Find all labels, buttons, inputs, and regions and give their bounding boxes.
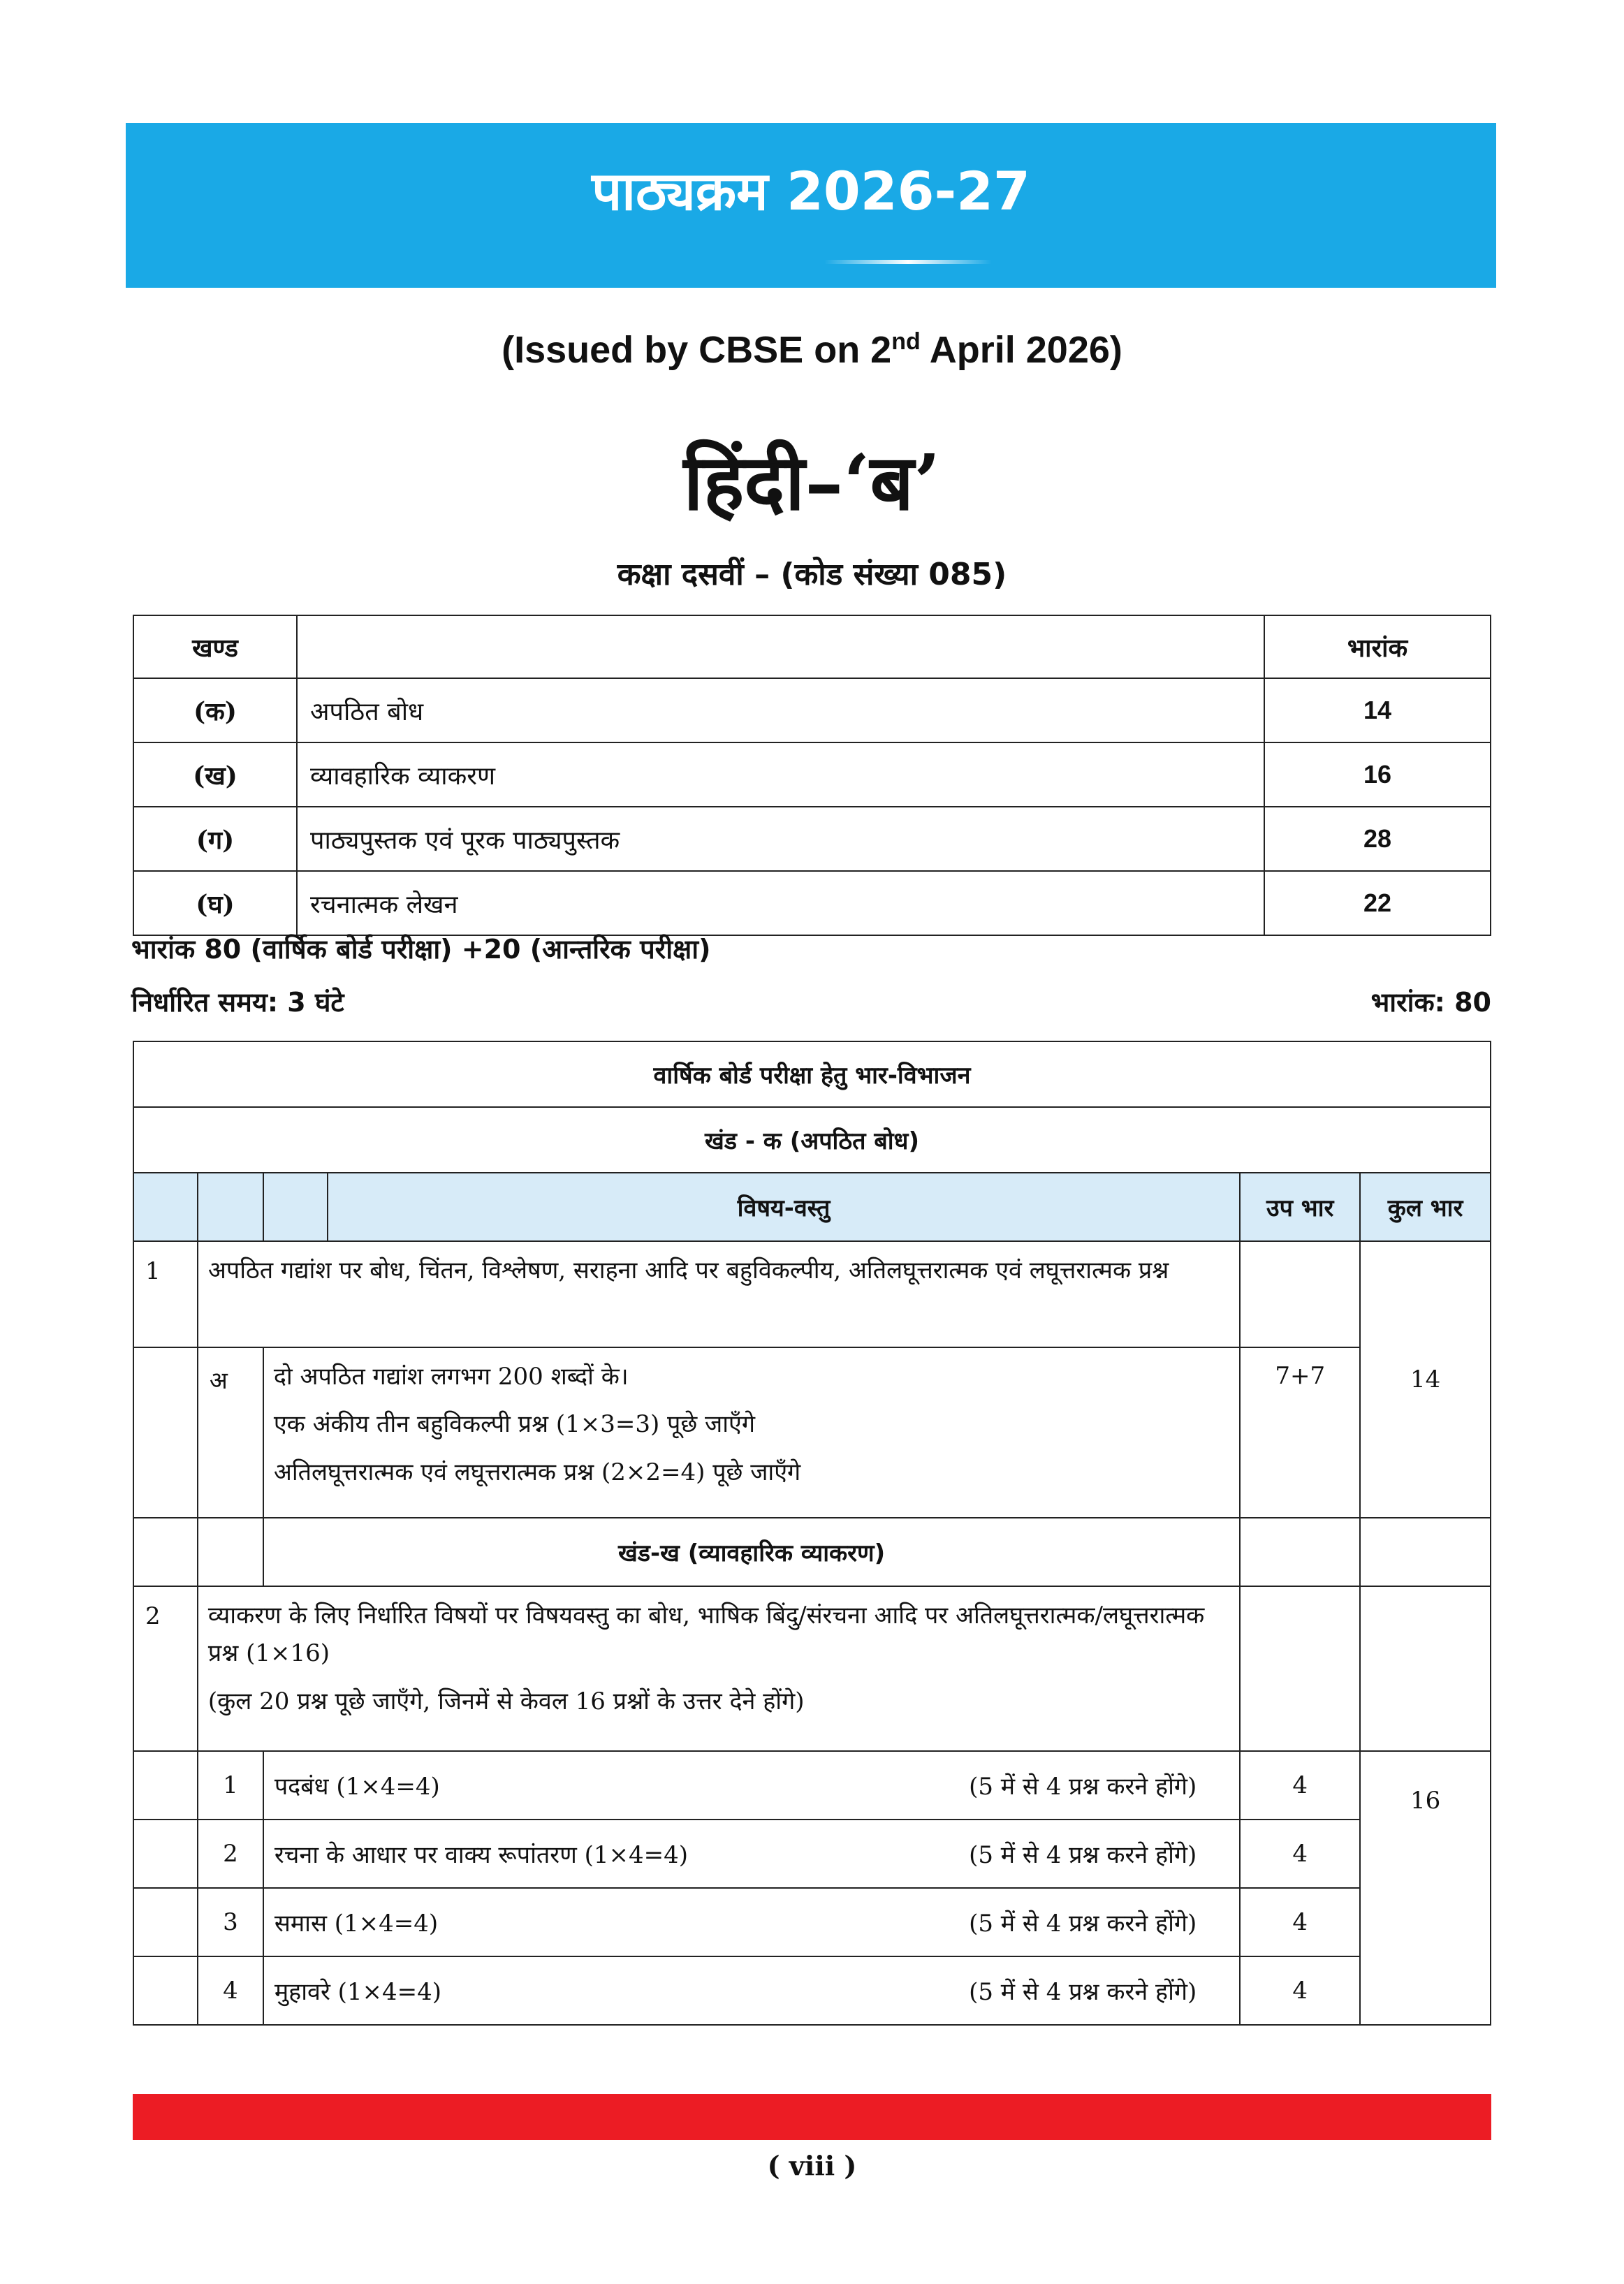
q2-line: (कुल 20 प्रश्न पूछे जाएँगे, जिनमें से केवल 16 प्रश्नों के उत्तर देने होंगे) [207, 1687, 805, 1715]
name-cell: व्यावहारिक व्याकरण [297, 742, 1264, 807]
section-b-heading: खंड-ख (व्यावहारिक व्याकरण) [263, 1518, 1240, 1586]
item-topic: मुहावरे (1×4=4) [274, 1978, 442, 2006]
name-cell: पाठ्यपुस्तक एवं पूरक पाठ्यपुस्तक [297, 807, 1264, 871]
q1-line: अतिलघूत्तरात्मक एवं लघूत्तरात्मक प्रश्न (2×2=4) पूछे जाएँगे [273, 1458, 801, 1486]
marks-cell: 16 [1264, 742, 1491, 807]
marks-line: भारांक 80 (वार्षिक बोर्ड परीक्षा) +20 (आन्तरिक परीक्षा) [131, 934, 711, 965]
q1-total: 14 [1360, 1241, 1491, 1518]
item-note: (5 में से 4 प्रश्न करने होंगे) [969, 1773, 1197, 1801]
item-marks: 4 [1240, 1956, 1360, 2025]
section-cell: (ख) [133, 742, 297, 807]
q1-line: एक अंकीय तीन बहुविकल्पी प्रश्न (1×3=3) पूछे जाएँगे [273, 1410, 755, 1439]
section-cell: (क) [133, 678, 297, 742]
header-blank [297, 615, 1264, 678]
table-row [133, 1820, 1491, 1888]
q2-line: व्याकरण के लिए निर्धारित विषयों पर विषयवस्तु का बोध, भाषिक बिंदु/संरचना आदि पर अतिलघूत्तरात्मक/लघूत्तरात्मक प्रश्न (1×16) [207, 1602, 1205, 1668]
item-text [263, 1751, 1240, 1820]
q1-row [133, 1241, 1491, 1347]
header-section: खण्ड [133, 615, 297, 678]
section-a-heading: खंड - क (अपठित बोध) [133, 1107, 1491, 1173]
q2-total: 16 [1360, 1751, 1491, 2025]
item-text [263, 1820, 1240, 1888]
item-text [263, 1956, 1240, 2025]
item-topic: समास (1×4=4) [274, 1910, 439, 1938]
subject-title: हिंदी–‘ब’ [683, 437, 941, 527]
class-line: कक्षा दसवीं – (कोड संख्या 085) [617, 557, 1007, 592]
table-row [133, 678, 1491, 742]
q1-text: अपठित गद्यांश पर बोध, चिंतन, विश्लेषण, सराहना आदि पर बहुविकल्पीय, अतिलघूत्तरात्मक एवं लघूत्तरात्मक प्रश्न [198, 1241, 1240, 1347]
item-marks: 4 [1240, 1751, 1360, 1820]
section-cell: (ग) [133, 807, 297, 871]
section-b-row [133, 1518, 1491, 1586]
q1-sub-row [133, 1347, 1491, 1518]
marks-cell: 22 [1264, 871, 1491, 935]
item-note: (5 में से 4 प्रश्न करने होंगे) [969, 1978, 1197, 2006]
name-cell: अपठित बोध [297, 678, 1264, 742]
q2-row [133, 1586, 1491, 1751]
section-cell: (घ) [133, 871, 297, 935]
table-row [133, 807, 1491, 871]
distribution-title-row [133, 1041, 1491, 1107]
header-marks: भारांक [1264, 615, 1491, 678]
q1-line: दो अपठित गद्यांश लगभग 200 शब्दों के। [273, 1363, 629, 1391]
item-topic: रचना के आधार पर वाक्य रूपांतरण (1×4=4) [274, 1841, 688, 1869]
column-header-row [133, 1173, 1491, 1241]
q2-number: 2 [133, 1586, 198, 1751]
name-cell: रचनात्मक लेखन [297, 871, 1264, 935]
item-topic: पदबंध (1×4=4) [274, 1773, 440, 1801]
item-number: 2 [198, 1820, 263, 1888]
item-number: 3 [198, 1888, 263, 1956]
q1-sub-label: अ [198, 1347, 263, 1518]
banner-underline [824, 260, 992, 264]
marks-cell: 28 [1264, 807, 1491, 871]
issued-note: (Issued by CBSE on 2nd April 2026) [502, 328, 1122, 371]
banner-title: पाठ्यक्रम 2026-27 [592, 160, 1030, 222]
item-number: 4 [198, 1956, 263, 2025]
item-marks: 4 [1240, 1820, 1360, 1888]
footer-red-bar [133, 2094, 1491, 2140]
item-text [263, 1888, 1240, 1956]
table-row [133, 742, 1491, 807]
marks-cell: 14 [1264, 678, 1491, 742]
q1-sub-text [263, 1347, 1240, 1518]
table-row [133, 1751, 1491, 1820]
distribution-title: वार्षिक बोर्ड परीक्षा हेतु भार-विभाजन [133, 1041, 1491, 1107]
section-a-row [133, 1107, 1491, 1173]
q2-text [198, 1586, 1240, 1751]
col-sub-marks: उप भार [1240, 1173, 1360, 1241]
table-row [133, 1888, 1491, 1956]
table-row [133, 1956, 1491, 2025]
summary-table [133, 615, 1491, 936]
distribution-table [133, 1041, 1491, 2026]
q1-number: 1 [133, 1241, 198, 1347]
q1-sub-marks: 7+7 [1240, 1347, 1360, 1518]
table-row [133, 871, 1491, 935]
title-banner [126, 123, 1496, 288]
time-line: निर्धारित समय: 3 घंटे [131, 987, 344, 1018]
item-number: 1 [198, 1751, 263, 1820]
item-marks: 4 [1240, 1888, 1360, 1956]
item-note: (5 में से 4 प्रश्न करने होंगे) [969, 1841, 1197, 1869]
summary-header-row [133, 615, 1491, 678]
page-number: ( viii ) [767, 2150, 857, 2181]
col-content: विषय-वस्तु [328, 1173, 1241, 1241]
item-note: (5 में से 4 प्रश्न करने होंगे) [969, 1910, 1197, 1938]
time-marks: भारांक: 80 [1370, 987, 1491, 1018]
col-total-marks: कुल भार [1360, 1173, 1491, 1241]
